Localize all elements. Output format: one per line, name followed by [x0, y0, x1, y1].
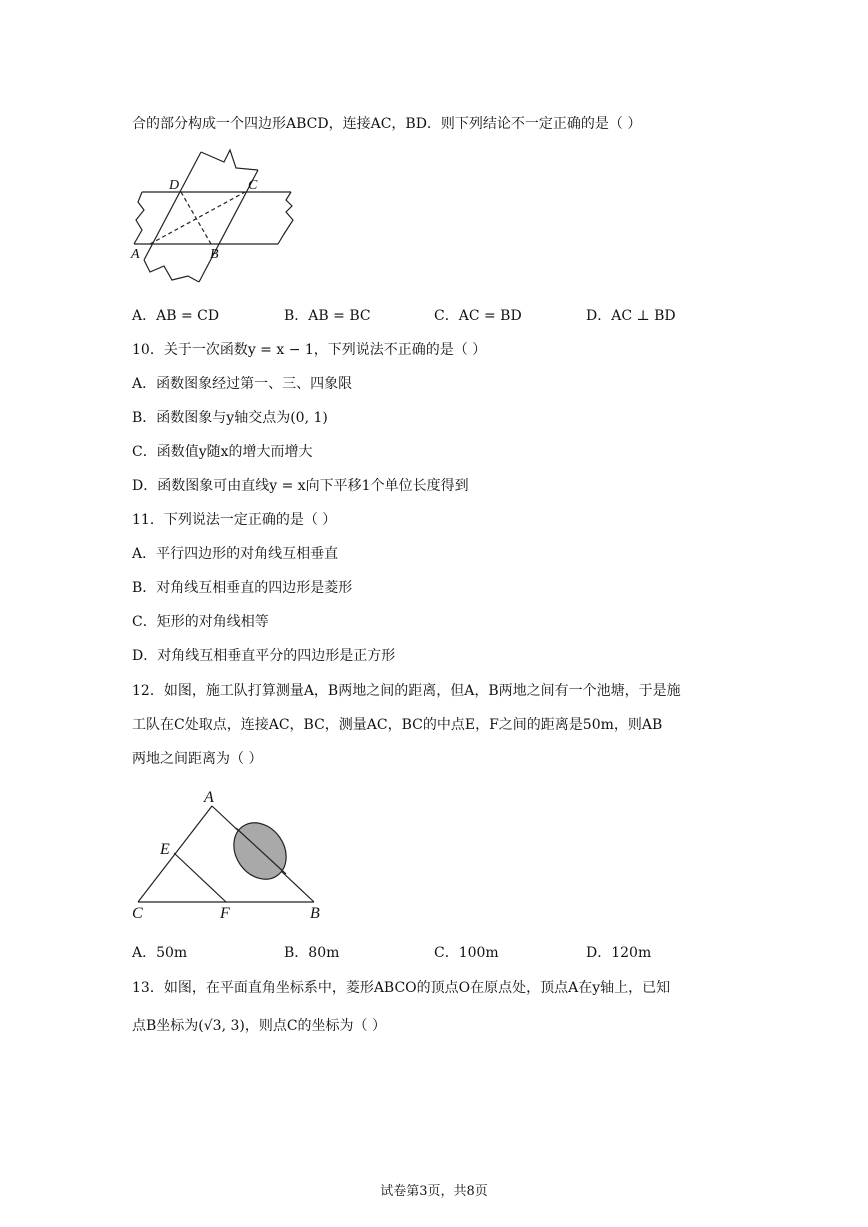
- q12-option-a[interactable]: A．50m: [132, 945, 188, 961]
- q9-option-c[interactable]: C．AC = BD: [434, 308, 522, 324]
- q9-option-b[interactable]: B．AB = BC: [284, 308, 371, 324]
- q13-stem-line2: 点B坐标为(√3, 3)，则点C的坐标为（ ）: [132, 1018, 387, 1034]
- q12-label-C: C: [132, 905, 143, 922]
- q9-label-C: C: [248, 178, 258, 193]
- q10-option-d[interactable]: D．函数图象可由直线y = x向下平移1个单位长度得到: [132, 478, 469, 494]
- q11-option-c[interactable]: C．矩形的对角线相等: [132, 614, 269, 630]
- q11-stem: 11．下列说法一定正确的是（ ）: [132, 512, 337, 528]
- q13-stem-line1: 13．如图，在平面直角坐标系中，菱形ABCO的顶点O在原点处，顶点A在y轴上，已知: [132, 980, 671, 996]
- q11-option-a[interactable]: A．平行四边形的对角线互相垂直: [132, 546, 339, 562]
- q12-stem-line1: 12．如图，施工队打算测量A，B两地之间的距离，但A，B两地之间有一个池塘，于是施: [132, 683, 681, 699]
- q9-option-a[interactable]: A．AB = CD: [132, 308, 220, 324]
- q10-stem: 10．关于一次函数y = x − 1，下列说法不正确的是（ ）: [132, 342, 487, 358]
- q10-option-b[interactable]: B．函数图象与y轴交点为(0, 1): [132, 410, 328, 426]
- q9-label-B: B: [210, 247, 219, 262]
- q12-label-A: A: [204, 789, 214, 806]
- q9-option-d[interactable]: D．AC ⊥ BD: [586, 308, 676, 324]
- q9-figure: [128, 148, 300, 286]
- q12-stem-line3: 两地之间距离为（ ）: [132, 751, 263, 767]
- q12-option-b[interactable]: B．80m: [284, 945, 340, 961]
- q11-option-d[interactable]: D．对角线互相垂直平分的四边形是正方形: [132, 648, 396, 664]
- q9-stem: 合的部分构成一个四边形ABCD，连接AC，BD．则下列结论不一定正确的是（ ）: [132, 116, 642, 132]
- q12-figure: [124, 786, 334, 924]
- q12-stem-line2: 工队在C处取点，连接AC，BC，测量AC，BC的中点E，F之间的距离是50m，则AB: [132, 717, 663, 733]
- q11-option-b[interactable]: B．对角线互相垂直的四边形是菱形: [132, 580, 353, 596]
- q12-label-B: B: [310, 905, 320, 922]
- q10-option-a[interactable]: A．函数图象经过第一、三、四象限: [132, 376, 353, 392]
- q9-label-A: A: [131, 247, 140, 262]
- q12-label-F: F: [220, 905, 230, 922]
- page-footer: 试卷第3页，共8页: [380, 1184, 488, 1199]
- q10-option-c[interactable]: C．函数值y随x的增大而增大: [132, 444, 313, 460]
- q9-label-D: D: [169, 178, 180, 193]
- q12-option-c[interactable]: C．100m: [434, 945, 499, 961]
- q12-label-E: E: [160, 841, 170, 858]
- q12-option-d[interactable]: D．120m: [586, 945, 652, 961]
